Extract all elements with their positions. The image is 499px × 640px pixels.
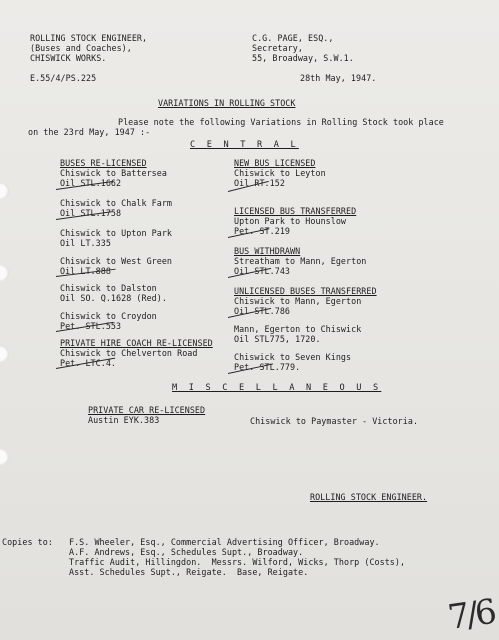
entry-route: Streatham to Mann, Egerton	[234, 256, 367, 266]
reference-number: E.55/4/PS.225	[30, 73, 97, 83]
to-line-1: C.G. PAGE, ESQ.,	[252, 33, 334, 43]
punch-hole	[0, 265, 9, 281]
document-title: VARIATIONS IN ROLLING STOCK	[158, 98, 296, 108]
entry-vehicle: Oil STL.786	[234, 306, 291, 316]
entry-route: Chiswick to Paymaster - Victoria.	[250, 416, 419, 426]
copies-line: Traffic Audit, Hillingdon. Messrs. Wilford, Wicks, Thorp (Costs),	[69, 557, 406, 567]
entry-route: Upton Park to Hounslow	[234, 216, 347, 226]
entry-vehicle: Oil RT.152	[234, 178, 285, 188]
section-title-bus-withdrawn: BUS WITHDRAWN	[234, 246, 301, 256]
copies-line: Asst. Schedules Supt., Reigate. Base, Reigate.	[69, 567, 309, 577]
entry-route: Chiswick to Mann, Egerton	[234, 296, 362, 306]
entry-route: Chiswick to Battersea	[60, 168, 167, 178]
entry-route: Chiswick to West Green	[60, 256, 173, 266]
entry-route: Chiswick to Chelverton Road	[60, 348, 198, 358]
from-line-3: CHISWICK WORKS.	[30, 53, 107, 63]
entry-route: Mann, Egerton to Chiswick	[234, 324, 362, 334]
entry-vehicle: Pet. ST.219	[234, 226, 291, 236]
central-heading: C E N T R A L	[190, 140, 299, 150]
entry-vehicle: Oil SO. Q.1628 (Red).	[60, 293, 167, 303]
entry-vehicle: Oil STL.743	[234, 266, 291, 276]
entry-route: Chiswick to Chalk Farm	[60, 198, 173, 208]
punch-hole	[0, 449, 9, 465]
section-title-private-hire-coach: PRIVATE HIRE COACH RE-LICENSED	[60, 338, 213, 348]
entry-vehicle: Oil STL775, 1720.	[234, 334, 321, 344]
miscellaneous-heading: M I S C E L L A N E O U S	[172, 383, 382, 393]
section-title-buses-relicensed: BUSES RE-LICENSED	[60, 158, 147, 168]
entry-vehicle: Pet. STL.779.	[234, 362, 301, 372]
entry-vehicle: Oil STL.1758	[60, 208, 122, 218]
entry-vehicle: Pet. STL.553	[60, 321, 122, 331]
entry-route: Chiswick to Upton Park	[60, 228, 173, 238]
intro-line-2: on the 23rd May, 1947 :-	[28, 127, 151, 137]
punch-hole	[0, 346, 9, 362]
handwritten-initials: 7/6	[445, 592, 497, 638]
copies-line: A.F. Andrews, Esq., Schedules Supt., Broadway.	[69, 547, 304, 557]
signature-line: ROLLING STOCK ENGINEER.	[310, 492, 428, 502]
copies-label: Copies to:	[2, 537, 53, 547]
entry-vehicle: Oil STL.1662	[60, 178, 122, 188]
punch-hole	[0, 183, 9, 199]
section-title-licensed-bus-transferred: LICENSED BUS TRANSFERRED	[234, 206, 357, 216]
entry-route: Chiswick to Dalston	[60, 283, 157, 293]
entry-vehicle: Pet. LTC.4.	[60, 358, 117, 368]
entry-route: Chiswick to Seven Kings	[234, 352, 352, 362]
letter-date: 28th May, 1947.	[300, 73, 377, 83]
copies-line: F.S. Wheeler, Esq., Commercial Advertising Officer, Broadway.	[69, 537, 380, 547]
section-title-private-car-relicensed: PRIVATE CAR RE-LICENSED	[88, 405, 206, 415]
entry-vehicle: Oil LT.888	[60, 266, 111, 276]
entry-vehicle: Austin EYK.383	[88, 415, 160, 425]
entry-route: Chiswick to Croydon	[60, 311, 157, 321]
section-title-unlicensed-buses-transferred: UNLICENSED BUSES TRANSFERRED	[234, 286, 377, 296]
from-line-2: (Buses and Coaches),	[30, 43, 132, 53]
to-line-3: 55, Broadway, S.W.1.	[252, 53, 354, 63]
section-title-new-bus-licensed: NEW BUS LICENSED	[234, 158, 316, 168]
entry-route: Chiswick to Leyton	[234, 168, 326, 178]
intro-line-1: Please note the following Variations in Rolling Stock took place	[118, 117, 444, 127]
to-line-2: Secretary,	[252, 43, 303, 53]
from-line-1: ROLLING STOCK ENGINEER,	[30, 33, 148, 43]
entry-vehicle: Oil LT.335	[60, 238, 111, 248]
